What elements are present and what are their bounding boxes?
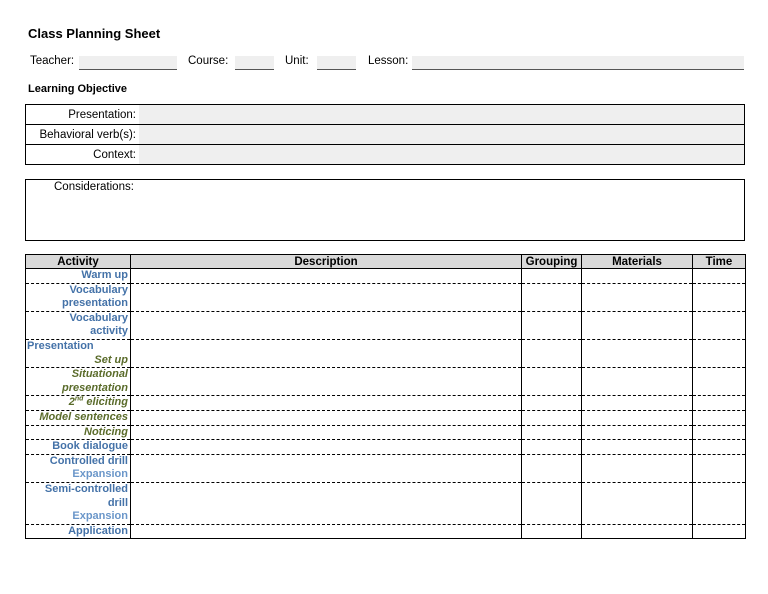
lesson-field[interactable] <box>412 56 744 70</box>
materials-cell[interactable] <box>582 482 693 524</box>
materials-cell[interactable] <box>582 283 693 311</box>
materials-cell[interactable] <box>582 311 693 339</box>
unit-field[interactable] <box>317 56 356 70</box>
col-description: Description <box>131 255 522 269</box>
presentation-field[interactable] <box>139 105 745 125</box>
activity-warmup: Warm up <box>26 269 131 284</box>
activity-text: eliciting <box>83 396 128 409</box>
grouping-cell[interactable] <box>522 368 582 396</box>
table-row <box>26 339 746 367</box>
table-row <box>26 396 746 411</box>
time-cell[interactable] <box>693 339 746 367</box>
time-cell[interactable] <box>693 454 746 482</box>
time-cell[interactable] <box>693 368 746 396</box>
materials-cell[interactable] <box>582 368 693 396</box>
activity-controlled-drill <box>26 454 131 482</box>
activity-text: Expansion <box>72 468 128 481</box>
behavioral-field[interactable] <box>139 125 745 145</box>
plan-header-row <box>26 255 746 269</box>
materials-cell[interactable] <box>582 339 693 367</box>
table-row <box>26 524 746 539</box>
header-fields <box>0 55 768 71</box>
grouping-cell[interactable] <box>522 269 582 284</box>
description-cell[interactable] <box>131 283 522 311</box>
activity-text: Vocabulary <box>69 283 128 296</box>
time-cell[interactable] <box>693 524 746 539</box>
description-cell[interactable] <box>131 368 522 396</box>
time-cell[interactable] <box>693 311 746 339</box>
description-cell[interactable] <box>131 425 522 440</box>
context-row <box>26 145 745 165</box>
grouping-cell[interactable] <box>522 425 582 440</box>
description-cell[interactable] <box>131 339 522 367</box>
grouping-cell[interactable] <box>522 283 582 311</box>
time-cell[interactable] <box>693 396 746 411</box>
col-time: Time <box>693 255 746 269</box>
grouping-cell[interactable] <box>522 524 582 539</box>
teacher-field[interactable] <box>79 56 177 70</box>
learning-objective-heading: Learning Objective <box>28 83 128 95</box>
grouping-cell[interactable] <box>522 482 582 524</box>
time-cell[interactable] <box>693 410 746 425</box>
description-cell[interactable] <box>131 311 522 339</box>
description-cell[interactable] <box>131 410 522 425</box>
activity-text: drill <box>107 496 128 509</box>
activity-text: Semi-controlled <box>44 482 128 495</box>
materials-cell[interactable] <box>582 396 693 411</box>
activity-model-sentences: Model sentences <box>26 410 131 425</box>
lesson-label: Lesson: <box>368 55 409 67</box>
activity-text: Set up <box>94 353 128 366</box>
considerations-box[interactable] <box>25 179 745 241</box>
activity-text: Vocabulary <box>69 311 128 324</box>
activity-text: activity <box>90 325 128 338</box>
activity-text: Expansion <box>72 510 128 523</box>
table-row <box>26 482 746 524</box>
activity-text: Presentation <box>27 339 94 352</box>
table-row <box>26 425 746 440</box>
activity-vocabulary-activity <box>26 311 131 339</box>
table-row <box>26 368 746 396</box>
description-cell[interactable] <box>131 524 522 539</box>
ordinal-suffix: nd <box>74 395 84 403</box>
table-row <box>26 440 746 455</box>
time-cell[interactable] <box>693 283 746 311</box>
table-row <box>26 283 746 311</box>
activity-text: presentation <box>61 381 128 394</box>
behavioral-label: Behavioral verb(s): <box>26 125 140 145</box>
activity-presentation-setup <box>26 339 131 367</box>
col-grouping: Grouping <box>522 255 582 269</box>
grouping-cell[interactable] <box>522 311 582 339</box>
description-cell[interactable] <box>131 440 522 455</box>
materials-cell[interactable] <box>582 410 693 425</box>
behavioral-row <box>26 125 745 145</box>
col-materials: Materials <box>582 255 693 269</box>
activity-application: Application <box>26 524 131 539</box>
context-label: Context: <box>26 145 140 165</box>
activity-text: 2 <box>68 396 75 409</box>
presentation-label: Presentation: <box>26 105 140 125</box>
unit-label: Unit: <box>285 55 309 67</box>
time-cell[interactable] <box>693 425 746 440</box>
activity-book-dialogue: Book dialogue <box>26 440 131 455</box>
time-cell[interactable] <box>693 482 746 524</box>
activity-text: presentation <box>61 297 128 310</box>
grouping-cell[interactable] <box>522 339 582 367</box>
description-cell[interactable] <box>131 269 522 284</box>
materials-cell[interactable] <box>582 440 693 455</box>
context-field[interactable] <box>139 145 745 165</box>
activity-noticing: Noticing <box>26 425 131 440</box>
col-activity: Activity <box>26 255 131 269</box>
table-row <box>26 269 746 284</box>
teacher-label: Teacher: <box>30 55 75 67</box>
page-title: Class Planning Sheet <box>28 26 161 41</box>
materials-cell[interactable] <box>582 425 693 440</box>
course-field[interactable] <box>235 56 274 70</box>
activity-situational-presentation <box>26 368 131 396</box>
table-row <box>26 311 746 339</box>
table-row <box>26 410 746 425</box>
grouping-cell[interactable] <box>522 440 582 455</box>
grouping-cell[interactable] <box>522 410 582 425</box>
presentation-row <box>26 105 745 125</box>
time-cell[interactable] <box>693 440 746 455</box>
activity-vocabulary-presentation <box>26 283 131 311</box>
grouping-cell[interactable] <box>522 396 582 411</box>
learning-objective-table <box>25 104 745 165</box>
activity-second-eliciting <box>26 396 131 411</box>
materials-cell[interactable] <box>582 524 693 539</box>
materials-cell[interactable] <box>582 454 693 482</box>
materials-cell[interactable] <box>582 269 693 284</box>
activity-text: Situational <box>71 368 128 381</box>
activity-text: Controlled drill <box>49 454 128 467</box>
course-label: Course: <box>188 55 229 67</box>
considerations-label: Considerations: <box>54 181 134 193</box>
activity-plan-table <box>25 254 746 539</box>
description-cell[interactable] <box>131 396 522 411</box>
table-row <box>26 454 746 482</box>
description-cell[interactable] <box>131 454 522 482</box>
description-cell[interactable] <box>131 482 522 524</box>
activity-semi-controlled-drill <box>26 482 131 524</box>
grouping-cell[interactable] <box>522 454 582 482</box>
time-cell[interactable] <box>693 269 746 284</box>
